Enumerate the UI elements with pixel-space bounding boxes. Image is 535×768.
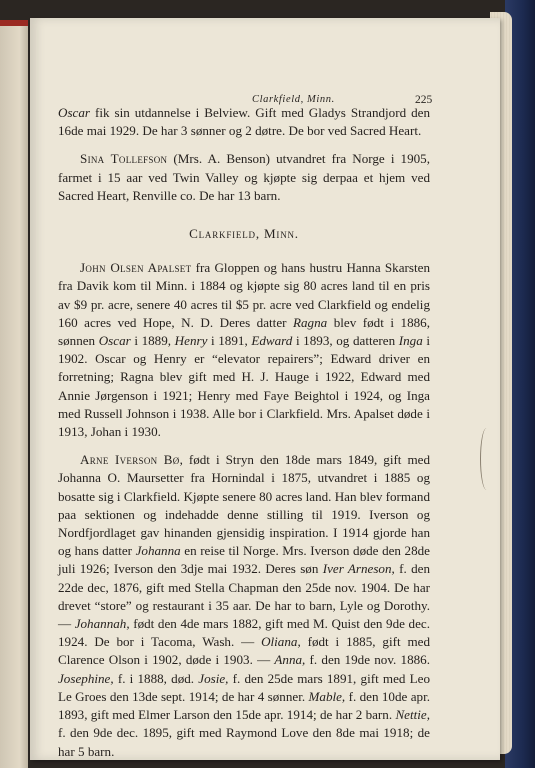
board-edge xyxy=(0,20,28,26)
italic-name: Ragna xyxy=(293,314,328,330)
text-run: f. den 10de apr. 1893, gift med Elmer Larson den 15de apr. 1914; de har 2 barn. xyxy=(58,688,430,723)
text-run: fik sin utdannelse i Belview. Gift med Gladys Strandjord den 16de mai 1929. De har 3 sønner og 2 døtre. De bor ved Sacred Heart. xyxy=(58,105,430,139)
italic-name: Edward xyxy=(251,333,293,349)
running-title: Clarkfield, Minn. xyxy=(252,94,335,105)
paragraph xyxy=(58,259,430,441)
italic-name: Anna, xyxy=(274,652,306,668)
margin-pencil-mark xyxy=(480,428,493,490)
italic-name: Josephine, xyxy=(58,670,114,686)
italic-name: Henry xyxy=(174,333,208,349)
italic-name: Inga xyxy=(398,333,423,349)
text-run: i 1893, og datteren xyxy=(292,333,399,349)
text-run: f. den 9de dec. 1895, gift med Raymond Love den 8de mai 1918; de har 5 barn. xyxy=(58,725,430,759)
italic-name: Josie, xyxy=(198,670,229,686)
italic-name: Oscar xyxy=(58,105,91,120)
paragraph xyxy=(58,451,430,760)
text-run: i 1902. Oscar og Henry er “elevator repairers”; Edward driver en forretning; Ragna blev gift med H. J. Hauge i 1922, Edward med Annie Jørgenson i 1921; Henry med Faye Beightol i 1924, og Inga med Russell Johnson i 1938. Alle bor i Clarkfield. Mrs. Apalset døde i 1913, Johan i 1930. xyxy=(58,333,431,440)
text-run: en reise til Norge. Mrs. Iverson døde den 28de juli 1926; Iverson den 3dje mai 1932. Deres søn xyxy=(58,543,430,577)
paragraph xyxy=(58,150,430,205)
text-run: i 1889, xyxy=(130,333,175,349)
page-number: 225 xyxy=(415,94,433,106)
body-text xyxy=(58,104,430,761)
italic-name: Johanna xyxy=(135,543,181,559)
text-run: født den 4de mars 1882, gift med M. Quist den 9de dec. 1924. De bor i Tacoma, Wash. — xyxy=(58,616,430,650)
italic-name: Oscar xyxy=(98,333,131,349)
italic-name: Iver Arneson, xyxy=(322,561,395,577)
text-run: f. den 22de dec, 1876, gift med Stella Chapman den 25de nov. 1904. De har drevet “store” og restaurant i 35 aar. De har to barn, Lyle og Dorothy. — xyxy=(58,561,430,632)
text-run: f. den 19de nov. 1886. xyxy=(305,652,430,668)
left-book-board xyxy=(0,20,28,768)
italic-name: Nettie, xyxy=(395,707,430,723)
entry-name: Arne Iverson Bø xyxy=(80,452,180,468)
section-heading: Clarkfield, Minn. xyxy=(189,226,299,242)
text-run: født i 1885, gift med Clarence Olson i 1902, døde i 1903. — xyxy=(58,634,430,668)
italic-name: Johannah, xyxy=(74,616,130,632)
text-run: i 1891, xyxy=(207,333,252,349)
text-run: f. den 25de mars 1891, gift med Leo Le Groes den 13de sept. 1914; de har 4 sønner. xyxy=(58,670,430,704)
entry-name: John Olsen Apalset xyxy=(80,260,192,276)
text-run: f. i 1888, død. xyxy=(113,670,199,686)
italic-name: Oliana, xyxy=(261,634,301,650)
text-run: blev født i 1886, sønnen xyxy=(58,314,431,349)
text-run: , født i Stryn den 18de mars 1849, gift med Johanna O. Maursetter fra Hornindal i 1875, utvandret i 1885 og bosatte sig i Clarkfield. Kjøpte senere 80 acres land. Han blev formand paa sektionen og indehadde denne stilling til 1919. Iverson og Nordfjordlaget gav hinanden gjensidig inspiration. I 1914 gjorde han og hans datter xyxy=(58,452,430,559)
paragraph xyxy=(58,104,430,140)
text-run: fra Gloppen og hans hustru Hanna Skarsten fra Davik kom til Minn. i 1884 og kjøpte sig 80 acres land til en pris av $9 pr. acre, senere 40 acres til $5 pr. acre ved Clarkfield og endelig 160 acres ved Hope, N. D. Deres datter xyxy=(58,260,430,330)
italic-name: Mable, xyxy=(308,688,346,704)
entry-name: Sina Tollefson xyxy=(80,151,168,167)
text-run: (Mrs. A. Benson) utvandret fra Norge i 1905, farmet i 15 aar ved Twin Valley og kjøpte sig derpaa et hjem ved Sacred Heart, Renville co. De har 13 barn. xyxy=(58,151,431,203)
